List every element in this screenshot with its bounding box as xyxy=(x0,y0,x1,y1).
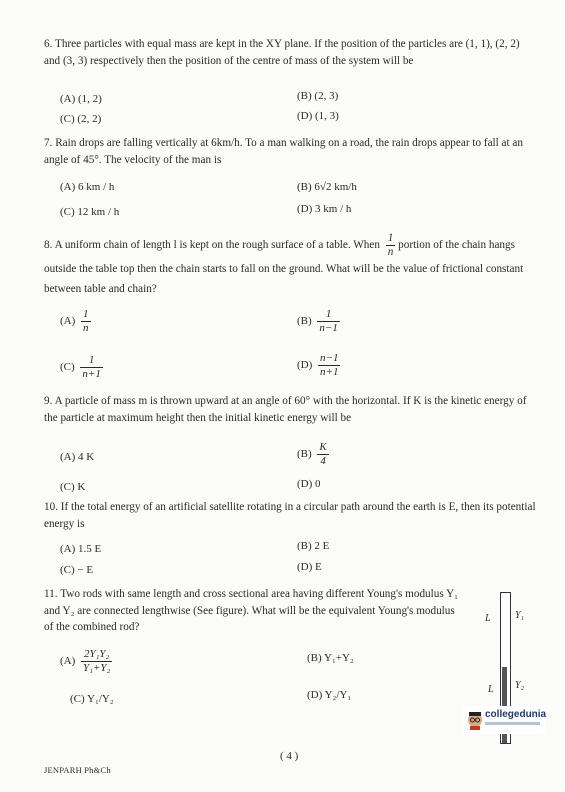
paper-code: JENPARH Ph&Ch xyxy=(44,765,111,775)
option-d: (D) Y₂/Y₁ xyxy=(307,689,352,701)
modulus-label-y1: Y₁ xyxy=(515,610,525,621)
modulus-label-y2: Y₂ xyxy=(515,680,525,691)
fraction-denominator: n xyxy=(83,322,89,334)
option-d: (D) (1, 3) xyxy=(297,110,339,122)
question-8 xyxy=(44,232,538,299)
question-6 xyxy=(44,36,538,69)
option-b: (B) 2 E xyxy=(297,540,330,552)
brand-tagline-line xyxy=(485,722,540,725)
fraction-denominator: n+1 xyxy=(320,366,339,378)
option-c xyxy=(60,354,103,381)
option-c: (C) (2, 2) xyxy=(60,113,102,125)
question-9 xyxy=(44,393,538,426)
fraction-denominator: n+1 xyxy=(82,368,101,380)
fraction-denominator: 4 xyxy=(320,455,326,467)
question-number: 8. xyxy=(44,239,53,252)
option-a xyxy=(60,648,112,675)
fraction-numerator: 1 xyxy=(317,308,339,322)
option-label: (A) xyxy=(60,655,76,668)
fraction-numerator: 1 xyxy=(83,308,89,320)
fraction-denominator: n xyxy=(387,246,394,258)
question-number: 11. xyxy=(44,588,58,600)
fraction-denominator: Y₁+Y₂ xyxy=(83,662,111,674)
option-a: (A) (1, 2) xyxy=(60,93,102,105)
option-label: (D) xyxy=(297,359,313,372)
fraction xyxy=(81,308,91,335)
option-c: (C) Y₁/Y₂ xyxy=(70,693,114,705)
length-label-top: L xyxy=(485,613,491,624)
fraction-numerator: 1 xyxy=(80,354,102,368)
fraction-numerator: K xyxy=(319,441,327,453)
question-7 xyxy=(44,135,538,168)
option-d xyxy=(297,352,340,379)
option-b: (B) 6√2 km/h xyxy=(297,181,357,193)
question-number: 7. xyxy=(44,137,53,149)
question-text: If the total energy of an artificial satellite rotating in a circular path around the earth is E, then its potential energy is xyxy=(44,501,536,530)
fraction-denominator: n−1 xyxy=(319,322,338,334)
fraction xyxy=(81,648,112,675)
fraction xyxy=(317,441,328,468)
fraction xyxy=(386,232,396,259)
question-11 xyxy=(44,586,462,636)
question-number: 6. xyxy=(44,38,53,50)
fraction xyxy=(317,308,339,335)
option-c: (C) − E xyxy=(60,564,94,576)
option-a: (A) 1.5 E xyxy=(60,543,102,555)
question-text-b: portion of the chain hangs outside the table top then the chain starts to fall on the ground. What will be the value of frictional constant between table and chain? xyxy=(44,239,524,295)
option-a: (A) 6 km / h xyxy=(60,181,115,193)
question-text: Three particles with equal mass are kept in the XY plane. If the position of the particles are (1, 1), (2, 2) and (3, 3) respectively then the position of the centre of mass of the system will be xyxy=(44,38,520,67)
fraction xyxy=(80,354,102,381)
question-text: A particle of mass m is thrown upward at an angle of 60° with the horizontal. If K is the kinetic energy of the particle at maximum height then the initial kinetic energy will be xyxy=(44,395,527,424)
question-10 xyxy=(44,499,538,532)
page-number: ( 4 ) xyxy=(280,750,299,762)
fraction xyxy=(318,352,340,379)
question-text: Rain drops are falling vertically at 6km/h. To a man walking on a road, the rain drops appear to fall at an angle of 45°. The velocity of the man is xyxy=(44,137,523,166)
option-label: (B) xyxy=(297,315,312,328)
option-d: (D) 3 km / h xyxy=(297,203,352,215)
fraction-numerator: n−1 xyxy=(320,352,339,364)
option-label: (A) xyxy=(60,315,76,328)
option-b xyxy=(297,308,340,335)
fraction-numerator: 1 xyxy=(387,232,394,244)
option-d: (D) 0 xyxy=(297,478,321,490)
question-text-a: A uniform chain of length l is kept on the rough surface of a table. When xyxy=(54,239,380,252)
option-label: (C) xyxy=(60,361,75,374)
fraction-numerator: 2Y₁Y₂ xyxy=(81,648,112,662)
question-number: 9. xyxy=(44,395,53,407)
option-c: (C) K xyxy=(60,481,86,493)
question-number: 10. xyxy=(44,501,58,513)
brand-name: collegedunia xyxy=(485,709,547,720)
option-label: (B) xyxy=(297,448,312,461)
option-a: (A) 4 K xyxy=(60,451,95,463)
option-b: (B) (2, 3) xyxy=(297,90,339,102)
collegedunia-logo xyxy=(463,706,545,734)
mascot-icon xyxy=(466,709,484,731)
option-b: (B) Y₁+Y₂ xyxy=(307,652,354,664)
option-b xyxy=(297,441,329,468)
option-d: (D) E xyxy=(297,561,322,573)
length-label-bottom: L xyxy=(488,684,494,695)
question-text: Two rods with same length and cross sectional area having different Young's modulus Y₁ and Y₂ are connected lengthwise (See figure). What will be the equivalent Young's modulus of the combined rod? xyxy=(44,588,459,633)
option-c: (C) 12 km / h xyxy=(60,206,120,218)
option-a xyxy=(60,308,91,335)
